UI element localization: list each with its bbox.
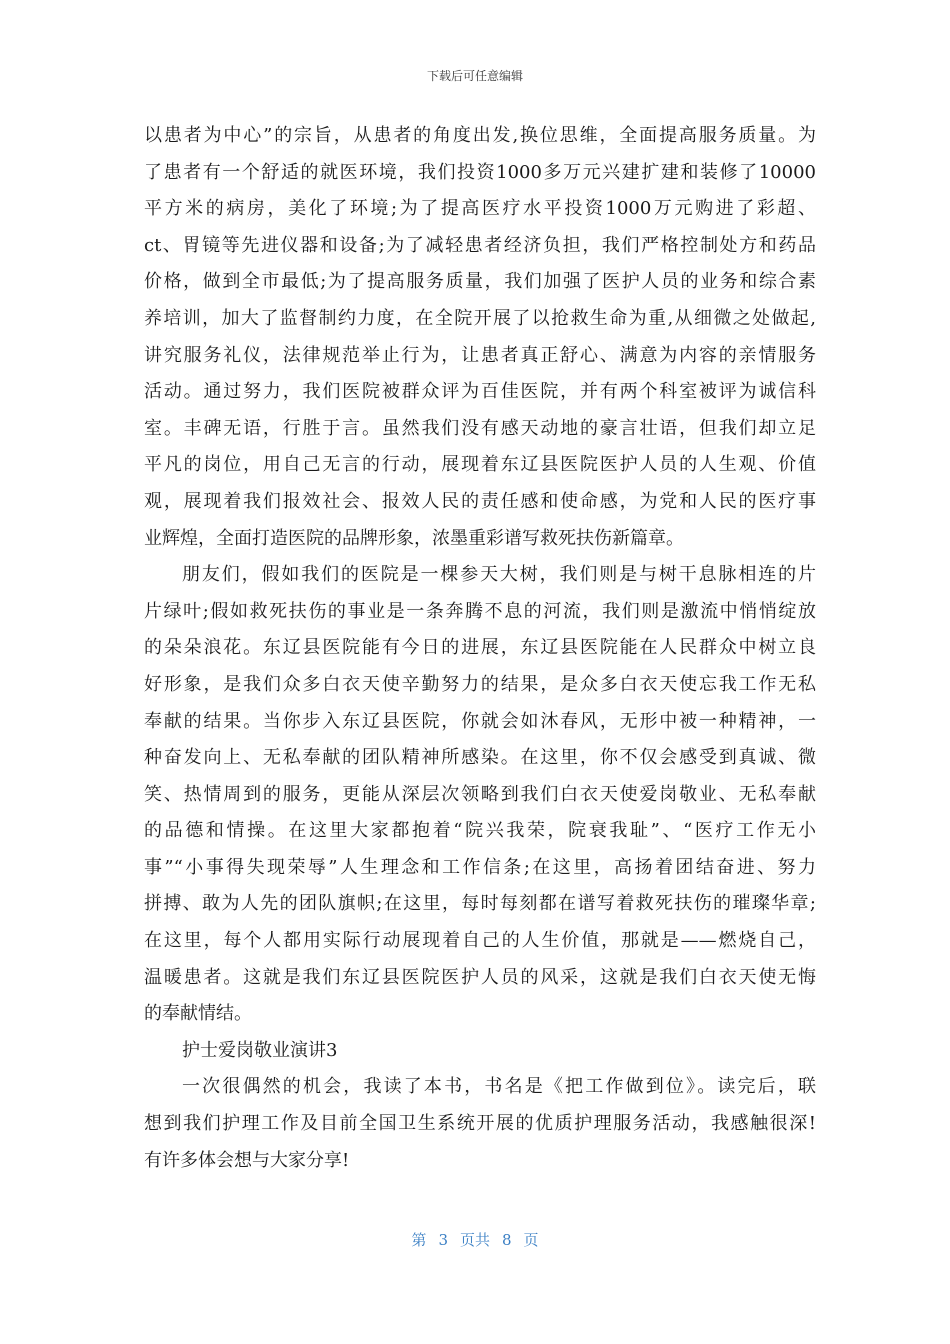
text-line: 好形象，是我们众多白衣天使辛勤努力的结果，是众多白衣天使忘我工作无私 [144,673,816,695]
text-line: 拼搏、敢为人先的团队旗帜;在这里，每时每刻都在谱写着救死扶伤的璀璨华章; [144,893,816,915]
paragraph [144,1069,816,1179]
text-line: 奉献的结果。当你步入东辽县医院，你就会如沐春风，无形中被一种精神，一 [144,710,816,732]
text-line: 笑、热情周到的服务，更能从深层次领略到我们白衣天使爱岗敬业、无私奉献 [144,783,816,805]
text-line: 的朵朵浪花。东辽县医院能有今日的进展，东辽县医院能在人民群众中树立良 [144,637,816,659]
text-line: 在这里，每个人都用实际行动展现着自己的人生价值，那就是——燃烧自己， [144,930,816,952]
footer-suffix: 页 [523,1231,539,1249]
footer-middle: 页共 [459,1231,490,1249]
text-line: 活动。通过努力，我们医院被群众评为百佳医院，并有两个科室被评为诚信科 [144,381,816,403]
text-line: 的品德和情操。在这里大家都抱着“院兴我荣，院衰我耻”、“医疗工作无小 [144,820,816,842]
paragraph [144,118,816,557]
footer-current-page: 3 [438,1231,448,1249]
text-line: 的奉献情结。 [144,1003,252,1025]
text-line: 事”“小事得失现荣辱”人生理念和工作信条;在这里，高扬着团结奋进、努力 [144,856,816,878]
text-line: 温暖患者。这就是我们东辽县医院医护人员的风采，这就是我们白衣天使无悔 [144,966,816,988]
footer-total-pages: 8 [502,1231,512,1249]
text-line: 朋友们，假如我们的医院是一棵参天大树，我们则是与树干息脉相连的片 [182,564,816,586]
page-header: 下载后可任意编辑 [426,69,523,83]
text-line: 了患者有一个舒适的就医环境，我们投资1000多万元兴建扩建和装修了10000 [144,161,816,183]
text-line: 一次很偶然的机会，我读了本书，书名是《把工作做到位》。读完后，联 [182,1076,816,1098]
text-line: 室。丰碑无语，行胜于言。虽然我们没有感天动地的豪言壮语，但我们却立足 [144,417,816,439]
page-footer [0,1229,950,1250]
text-line: 养培训，加大了监督制约力度，在全院开展了以抢救生命为重,从细微之处做起, [144,307,816,329]
text-line: 想到我们护理工作及目前全国卫生系统开展的优质护理服务活动，我感触很深! [144,1113,816,1135]
text-line: 观，展现着我们报效社会、报效人民的责任感和使命感，为党和人民的医疗事 [144,490,816,512]
text-line: 护士爱岗敬业演讲3 [182,1039,338,1061]
text-line: 以患者为中心”的宗旨，从患者的角度出发,换位思维，全面提高服务质量。为 [144,125,816,146]
section-heading [144,1033,816,1070]
text-line: 有许多体会想与大家分享! [144,1149,350,1171]
text-line: 种奋发向上、无私奉献的团队精神所感染。在这里，你不仅会感受到真诚、微 [144,747,816,769]
text-line: 平凡的岗位，用自己无言的行动，展现着东辽县医院医护人员的人生观、价值 [144,454,816,476]
text-line: 价格，做到全市最低;为了提高服务质量，我们加强了医护人员的业务和综合素 [144,271,816,293]
document-body [144,118,816,1179]
text-line: 业辉煌，全面打造医院的品牌形象，浓墨重彩谱写救死扶伤新篇章。 [144,527,684,549]
paragraph [144,557,816,1033]
text-line: 讲究服务礼仪，法律规范举止行为，让患者真正舒心、满意为内容的亲情服务 [144,344,816,366]
text-line: ct、胃镜等先进仪器和设备;为了减轻患者经济负担，我们严格控制处方和药品 [144,234,816,256]
text-line: 片绿叶;假如救死扶伤的事业是一条奔腾不息的河流，我们则是激流中悄悄绽放 [144,600,816,622]
footer-prefix: 第 [411,1231,427,1249]
text-line: 平方米的病房，美化了环境;为了提高医疗水平投资1000万元购进了彩超、 [144,198,816,220]
